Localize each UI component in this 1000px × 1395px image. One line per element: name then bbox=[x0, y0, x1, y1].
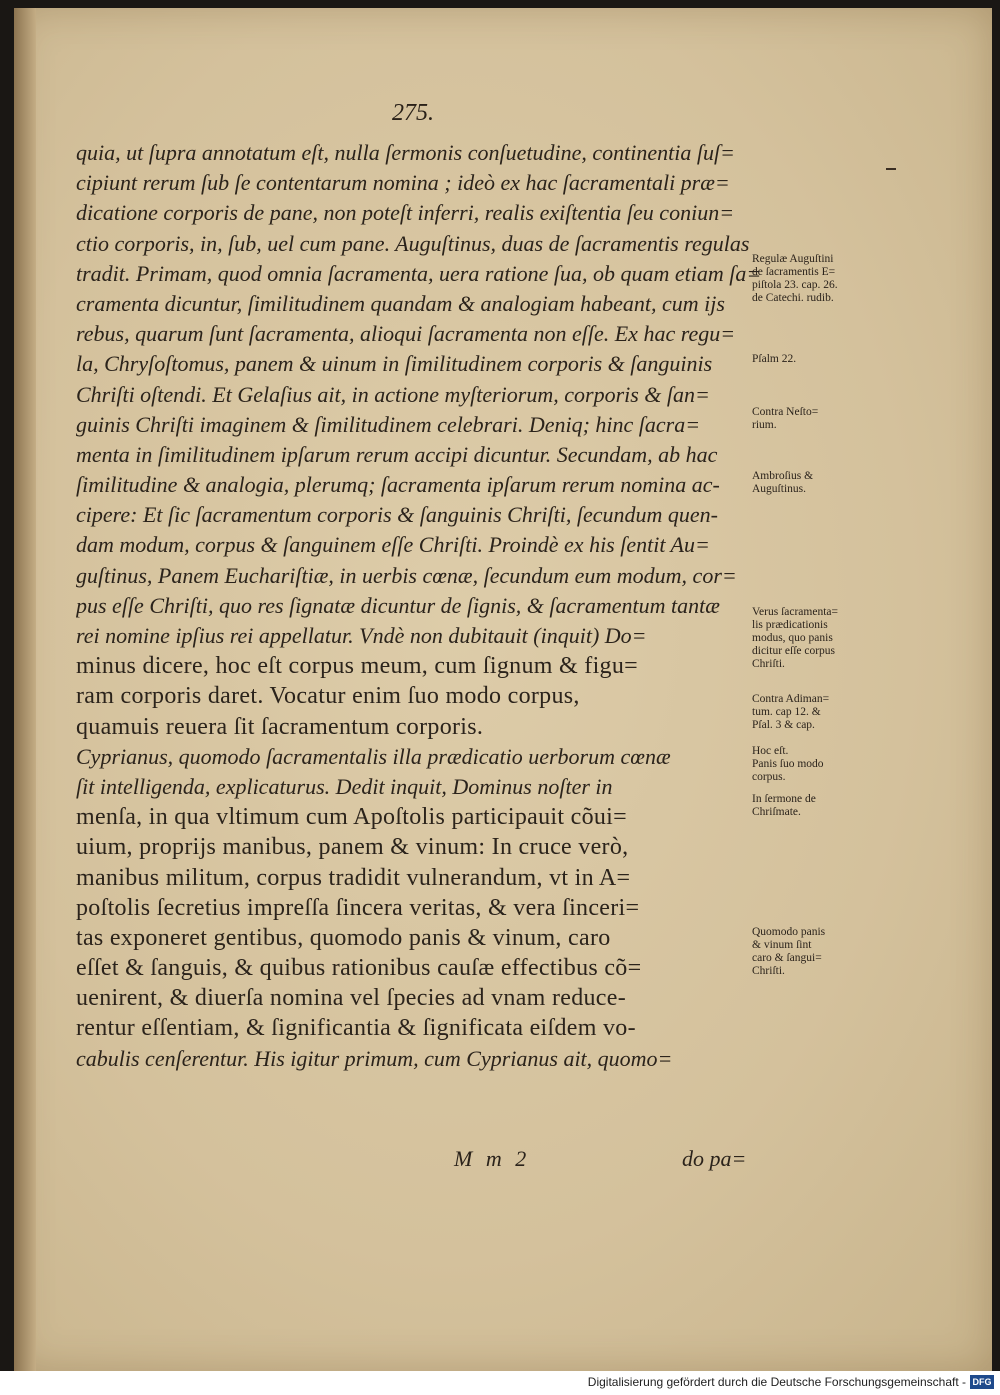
text-line: cramenta dicuntur, ſimilitudinem quandam & analogiam habeant, cum ijs bbox=[76, 290, 725, 316]
text-line: eſſet & ſanguis, & quibus rationibus cauſæ effectibus cõ= bbox=[76, 955, 642, 982]
margin-note-line: de ſacramentis E= bbox=[752, 266, 836, 278]
margin-note bbox=[752, 793, 892, 819]
text-line: menſa, in qua vltimum cum Apoſtolis participauit cõui= bbox=[76, 804, 627, 831]
text-line: rentur eſſentiam, & ſignificantia & ſignificata eiſdem vo- bbox=[76, 1015, 636, 1042]
margin-note bbox=[752, 470, 892, 496]
text-line: cipere: Et ſic ſacramentum corporis & ſanguinis Chriſti, ſecundum quen- bbox=[76, 502, 718, 528]
text-line: cabulis cenſerentur. His igitur primum, cum Cyprianus ait, quomo= bbox=[76, 1045, 673, 1071]
catchword: do pa= bbox=[682, 1146, 747, 1171]
text-line: quamuis reuera ſit ſacramentum corporis. bbox=[76, 713, 484, 740]
text-line: dam modum, corpus & ſanguinem eſſe Chriſti. Proindè ex his ſentit Au= bbox=[76, 532, 710, 558]
margin-note-line: Contra Neſto= bbox=[752, 406, 819, 418]
text-line: ſimilitudine & analogia, plerumq; ſacramenta ipſarum rerum nomina ac- bbox=[76, 472, 720, 498]
margin-note-line: caro & ſangui= bbox=[752, 952, 822, 964]
margin-note-line: Chriſti. bbox=[752, 965, 785, 977]
signature-mark: M m 2 bbox=[454, 1146, 531, 1171]
text-line: manibus militum, corpus tradidit vulnerandum, vt in A= bbox=[76, 864, 631, 891]
margin-note-line: Pſal. 3 & cap. bbox=[752, 719, 815, 731]
text-line: menta in ſimilitudinem ipſarum rerum accipi dicuntur. Secundam, ab hac bbox=[76, 441, 718, 467]
footer-text: Digitalisierung gefördert durch die Deutsche Forschungsgemeinschaft - bbox=[587, 1375, 966, 1389]
text-line: la, Chryſoſtomus, panem & uinum in ſimilitudinem corporis & ſanguinis bbox=[76, 351, 713, 377]
margin-note-line: Pſalm 22. bbox=[752, 353, 797, 365]
margin-note bbox=[752, 253, 892, 305]
margin-note bbox=[752, 606, 892, 671]
margin-note-line: Auguſtinus. bbox=[752, 483, 806, 495]
text-line: uium, proprijs manibus, panem & vinum: In cruce verò, bbox=[76, 834, 629, 861]
text-line: minus dicere, hoc eſt corpus meum, cum ſignum & figu= bbox=[76, 653, 638, 680]
margin-note-line: corpus. bbox=[752, 771, 786, 783]
text-line: Chriſti oſtendi. Et Gelaſius ait, in actione myſteriorum, corporis & ſan= bbox=[76, 381, 710, 407]
margin-note-line: Verus ſacramenta= bbox=[752, 606, 838, 618]
text-line: tradit. Primam, quod omnia ſacramenta, uera ratione ſua, ob quam etiam ſa= bbox=[76, 260, 762, 286]
book-page bbox=[14, 8, 992, 1371]
margin-note bbox=[752, 406, 892, 432]
text-line: guſtinus, Panem Euchariſtiæ, in uerbis cœnæ, ſecundum eum modum, cor= bbox=[76, 562, 737, 588]
margin-note bbox=[752, 745, 892, 784]
text-line: guinis Chriſti imaginem & ſimilitudinem celebrari. Deniq; hinc ſacra= bbox=[76, 411, 701, 437]
text-line: ſit intelligenda, explicaturus. Dedit inquit, Dominus noſter in bbox=[76, 773, 613, 799]
page-number: 275. bbox=[392, 100, 434, 126]
margin-note bbox=[752, 353, 892, 366]
margin-note-line: de Catechi. rudib. bbox=[752, 292, 834, 304]
margin-note-line: Chriſmate. bbox=[752, 806, 801, 818]
margin-note-line: rium. bbox=[752, 419, 777, 431]
page-gutter bbox=[14, 8, 36, 1371]
margin-note-line: piſtola 23. cap. 26. bbox=[752, 279, 838, 291]
text-line: rei nomine ipſius rei appellatur. Vndè non dubitauit (inquit) Do= bbox=[76, 623, 647, 648]
margin-note-line: dicitur eſſe corpus bbox=[752, 645, 836, 657]
footer-bar bbox=[0, 1371, 1000, 1395]
text-line: cipiunt rerum ſub ſe contentarum nomina ; ideò ex hac ſacramentali præ= bbox=[76, 170, 730, 196]
margin-note-line: modus, quo panis bbox=[752, 632, 833, 644]
text-line: pus eſſe Chriſti, quo res ſignatæ dicuntur de ſignis, & ſacramentum tantæ bbox=[76, 592, 720, 618]
text-line: poſtolis ſecretius impreſſa ſincera veritas, & vera ſinceri= bbox=[76, 894, 640, 921]
margin-note-line: Panis ſuo modo bbox=[752, 758, 824, 770]
ink-mark bbox=[886, 168, 896, 170]
margin-note-line: Chriſti. bbox=[752, 658, 785, 670]
margin-note-line: Hoc eſt. bbox=[752, 745, 789, 757]
dfg-logo: DFG bbox=[970, 1375, 994, 1389]
margin-note-line: Ambroſius & bbox=[752, 470, 814, 482]
margin-note-line: tum. cap 12. & bbox=[752, 706, 821, 718]
margin-note-line: & vinum ſint bbox=[752, 939, 812, 951]
main-text-block bbox=[76, 138, 766, 1074]
text-line: tas exponeret gentibus, quomodo panis & vinum, caro bbox=[76, 924, 611, 951]
text-line: rebus, quarum ſunt ſacramenta, alioqui ſacramenta non eſſe. Ex hac regu= bbox=[76, 321, 736, 347]
margin-note-line: Quomodo panis bbox=[752, 926, 826, 938]
margin-note-line: Contra Adiman= bbox=[752, 693, 830, 705]
margin-note-line: Regulæ Auguſtini bbox=[752, 253, 834, 265]
text-line: dicatione corporis de pane, non poteſt inferri, realis exiſtentia ſeu coniun= bbox=[76, 200, 735, 226]
text-line: uenirent, & diuerſa nomina vel ſpecies ad vnam reduce- bbox=[76, 985, 626, 1012]
margin-note-line: In ſermone de bbox=[752, 793, 816, 805]
margin-note bbox=[752, 926, 892, 978]
text-line: ram corporis daret. Vocatur enim ſuo modo corpus, bbox=[76, 683, 580, 710]
text-line: Cyprianus, quomodo ſacramentalis illa prædicatio uerborum cœnæ bbox=[76, 743, 671, 769]
margin-note bbox=[752, 693, 892, 732]
margin-note-line: lis prædicationis bbox=[752, 619, 828, 631]
text-line: quia, ut ſupra annotatum eſt, nulla ſermonis conſuetudine, continentia ſuſ= bbox=[76, 140, 735, 165]
text-line: ctio corporis, in, ſub, uel cum pane. Auguſtinus, duas de ſacramentis regulas bbox=[76, 230, 750, 256]
